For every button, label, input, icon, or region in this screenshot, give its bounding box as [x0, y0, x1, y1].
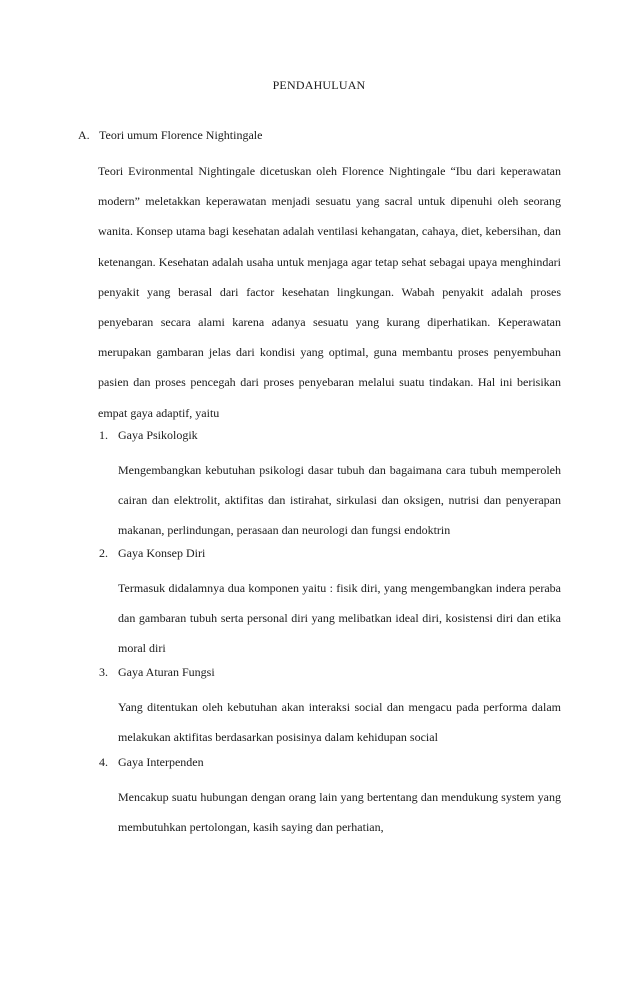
list-item-body: Mencakup suatu hubungan dengan orang lain yang bertentang dan mendukung system yang membutuhkan pertolongan, kasih saying dan perhatian, — [118, 790, 561, 835]
list-item-heading — [99, 428, 198, 443]
list-item-number: 1. — [99, 428, 108, 442]
section-heading — [78, 128, 262, 143]
document-title: PENDAHULUAN — [272, 78, 366, 92]
list-item-number: 3. — [99, 665, 108, 679]
list-item-body: Mengembangkan kebutuhan psikologi dasar tubuh dan bagaimana cara tubuh memperoleh cairan dan elektrolit, aktifitas dan istirahat, sirkulasi dan oksigen, nutrisi dan penyerapan makanan, perlindungan, perasaan dan neurologi dan fungsi endoktrin — [118, 463, 561, 538]
intro-paragraph: Teori Evironmental Nightingale dicetuskan oleh Florence Nightingale “Ibu dari keperawatan modern” meletakkan keperawatan menjadi sesuatu yang sacral untuk dipenuhi oleh seorang wanita. Konsep utama bagi kesehatan adalah ventilasi kehangatan, cahaya, diet, kebersihan, dan ketenangan. Kesehatan adalah usaha untuk menjaga agar tetap sehat sebagai upaya menghindari penyakit yang berasal dari factor kesehatan lingkungan. Wabah penyakit adalah proses penyebaran secara alami karena adanya sesuatu yang kurang diperhatikan. Keperawatan merupakan gambaran jelas dari kondisi yang optimal, guna membantu proses penyembuhan pasien dan proses pencegah dari proses penyebaran melalui suatu tindakan. Hal ini berisikan empat gaya adaptif, yaitu — [98, 164, 561, 420]
list-item-number: 4. — [99, 755, 108, 769]
list-item-title: Gaya Psikologik — [118, 428, 198, 442]
list-item-heading — [99, 665, 215, 680]
list-item-heading — [99, 755, 204, 770]
list-item-title: Gaya Interpenden — [118, 755, 204, 769]
list-item-number: 2. — [99, 546, 108, 560]
list-item-title: Gaya Konsep Diri — [118, 546, 206, 560]
list-item-heading — [99, 546, 205, 561]
list-item-body: Termasuk didalamnya dua komponen yaitu : fisik diri, yang mengembangkan indera peraba dan gambaran tubuh serta personal diri yang melibatkan ideal diri, kosistensi diri dan etika moral diri — [118, 581, 561, 656]
section-heading-text: Teori umum Florence Nightingale — [99, 128, 263, 142]
list-item-title: Gaya Aturan Fungsi — [118, 665, 215, 679]
section-letter: A. — [78, 128, 90, 142]
list-item-body: Yang ditentukan oleh kebutuhan akan interaksi social dan mengacu pada performa dalam melakukan aktifitas berdasarkan posisinya dalam kehidupan social — [118, 700, 561, 745]
